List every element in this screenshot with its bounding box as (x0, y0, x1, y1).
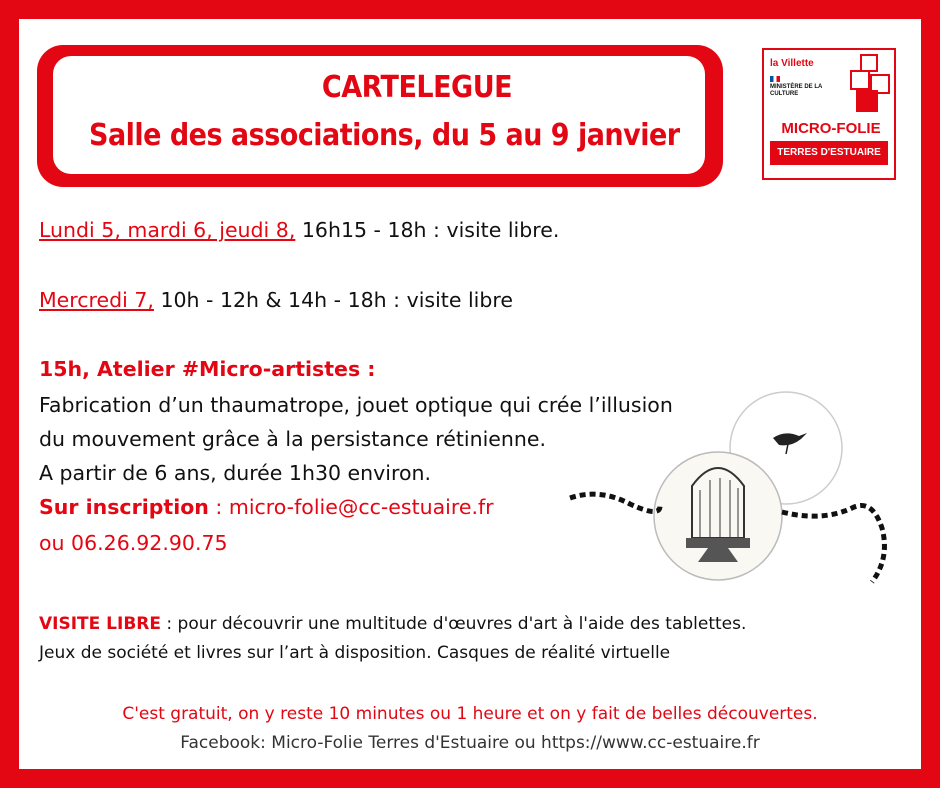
page-title: CARTELEGUE (321, 70, 513, 105)
visite-text: : pour découvrir une multitude d'œuvres d'art à l'aide des tablettes. (161, 614, 747, 634)
footer-contact: Facebook: Micro-Folie Terres d'Estuaire ou https://www.cc-estuaire.fr (180, 733, 760, 753)
micro-folie-logo (762, 48, 896, 180)
schedule-line-2 (39, 288, 513, 312)
cube-icon (850, 70, 870, 90)
workshop-desc-1: Fabrication d’un thaumatrope, jouet optique qui crée l’illusion (39, 393, 673, 417)
visite-label: VISITE LIBRE (39, 614, 161, 634)
ministry-label: MINISTÈRE DE LA CULTURE (770, 84, 823, 97)
schedule-line-1 (39, 218, 559, 242)
footer-free: C'est gratuit, on y reste 10 minutes ou 1 heure et on y fait de belles découvertes. (122, 704, 818, 724)
days-link: Mercredi 7, (39, 288, 154, 312)
logo-name: MICRO-FOLIE (781, 120, 881, 137)
french-flag-icon (770, 76, 780, 82)
workshop-age: A partir de 6 ans, durée 1h30 environ. (39, 461, 432, 485)
visite-line-2: Jeux de société et livres sur l’art à disposition. Casques de réalité virtuelle (39, 643, 671, 663)
time-text: 10h - 12h & 14h - 18h : visite libre (153, 288, 513, 312)
signup-line (39, 495, 494, 519)
logo-subname: TERRES D'ESTUAIRE (770, 141, 888, 165)
signup-label: Sur inscription (39, 495, 209, 519)
visite-line-1 (39, 614, 746, 634)
workshop-heading: 15h, Atelier #Micro-artistes : (39, 357, 376, 381)
cube-icon (856, 90, 878, 112)
page-subtitle: Salle des associations, du 5 au 9 janvier (89, 118, 680, 153)
la-villette-label: la Villette (770, 58, 814, 69)
signup-email: : micro-folie@cc-estuaire.fr (208, 495, 494, 519)
workshop-desc-2: du mouvement grâce à la persistance rétinienne. (39, 427, 546, 451)
signup-phone: ou 06.26.92.90.75 (39, 531, 228, 555)
thaumatrope-illustration (568, 388, 896, 608)
time-text: 16h15 - 18h : visite libre. (295, 218, 560, 242)
days-link: Lundi 5, mardi 6, jeudi 8, (39, 218, 296, 242)
